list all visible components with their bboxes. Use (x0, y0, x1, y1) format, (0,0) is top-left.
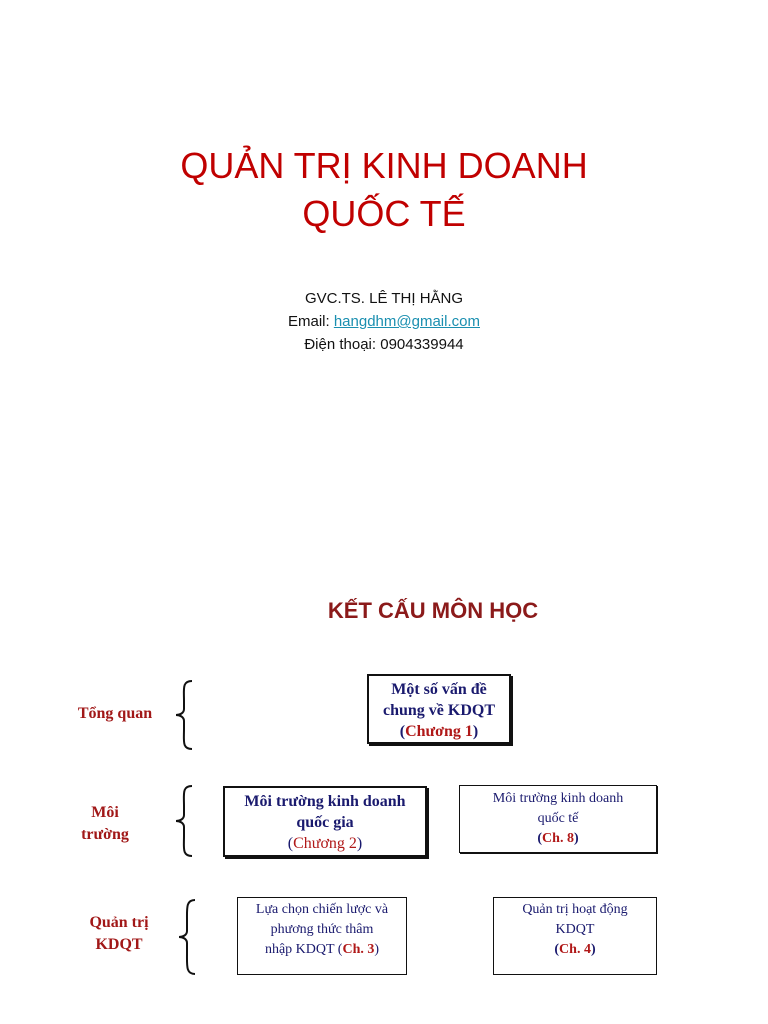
box-chapter-3 (237, 897, 407, 975)
chapter-ref: Ch. 3 (342, 942, 375, 957)
row-label-management-line1: Quản trị (89, 914, 149, 931)
structure-heading: KẾT CẤU MÔN HỌC (327, 598, 539, 623)
row-label-overview-text: Tổng quan (77, 705, 153, 722)
box-chapter-1-line2: chung về KDQT (382, 702, 495, 719)
box-chapter-8-line2: quốc tế (537, 811, 579, 826)
author-email-line (0, 310, 768, 333)
box-chapter-2 (223, 786, 427, 857)
page-title (0, 142, 768, 238)
author-phone: Điện thoại: 0904339944 (304, 336, 464, 353)
box-chapter-8 (459, 785, 657, 853)
box-chapter-4 (493, 897, 657, 975)
box-chapter-2-ref-line: (Chương 2) (287, 835, 363, 852)
brace-icon (176, 898, 198, 976)
title-line-1: QUẢN TRỊ KINH DOANH (180, 145, 588, 186)
row-label-overview (60, 703, 170, 725)
box-chapter-1-ref-line: (Chương 1) (399, 723, 479, 740)
row-label-environment-line1: Môi (91, 804, 119, 821)
box-chapter-3-line2: phương thức thâm (270, 922, 374, 937)
box-chapter-2-line1: Môi trường kinh doanh (244, 793, 406, 810)
chapter-ref: Ch. 4 (559, 942, 591, 957)
box-chapter-8-line1: Môi trường kinh doanh (492, 791, 624, 806)
row-label-environment (50, 802, 160, 846)
box-chapter-3-line3: nhập KDQT (Ch. 3) (264, 942, 380, 957)
email-label: Email: (288, 313, 334, 330)
row-label-management-line2: KDQT (95, 936, 143, 953)
box-chapter-4-line2: KDQT (555, 922, 595, 937)
box-chapter-3-line1: Lựa chọn chiến lược và (255, 902, 389, 917)
box-chapter-4-ref-line: (Ch. 4) (554, 942, 596, 957)
row-label-management (64, 912, 174, 956)
author-block (0, 287, 768, 356)
chapter-ref: Chương 2 (293, 835, 357, 852)
email-link[interactable]: hangdhm@gmail.com (333, 313, 480, 330)
box-chapter-2-line2: quốc gia (296, 814, 354, 831)
chapter-ref: Chương 1 (405, 723, 473, 740)
brace-icon (172, 784, 196, 858)
box-chapter-1-line1: Một số vấn đề (391, 681, 487, 698)
box-chapter-1 (367, 674, 511, 744)
box-chapter-8-ref-line: (Ch. 8) (537, 831, 579, 846)
box-chapter-4-line1: Quản trị hoạt động (522, 902, 628, 917)
chapter-ref: Ch. 8 (542, 831, 574, 846)
title-line-2: QUỐC TẾ (302, 193, 466, 234)
row-label-environment-line2: trường (81, 826, 129, 843)
author-name: GVC.TS. LÊ THỊ HẰNG (304, 290, 464, 307)
brace-icon (172, 679, 196, 751)
